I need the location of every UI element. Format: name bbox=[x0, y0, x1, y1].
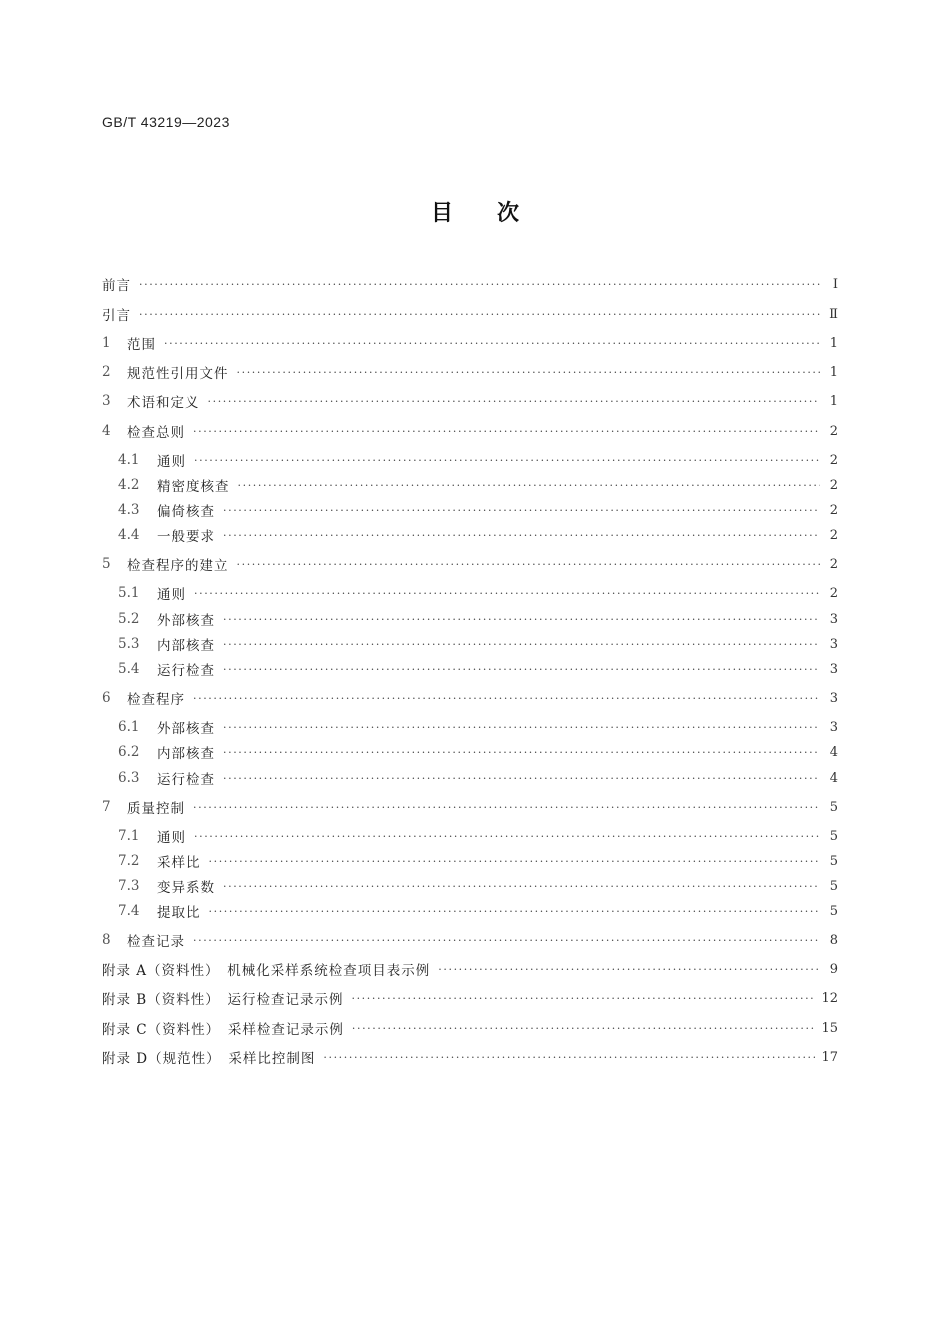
dot-leader bbox=[139, 278, 820, 291]
toc-entry-4[interactable] bbox=[102, 419, 838, 443]
toc-entry-number: 6 bbox=[102, 690, 111, 706]
toc-entry-number: 7.2 bbox=[118, 853, 140, 869]
toc-entry-7[interactable] bbox=[102, 795, 838, 819]
toc-entry-label: 采样比 bbox=[157, 855, 201, 871]
toc-entry-page: 1 bbox=[829, 335, 838, 351]
toc-entry-label: 附录 C（资料性） 采样检查记录示例 bbox=[102, 1022, 344, 1038]
dot-leader bbox=[352, 1022, 816, 1035]
toc-entry-page: 2 bbox=[829, 556, 838, 572]
toc-entry-number: 7 bbox=[102, 799, 111, 815]
dot-leader bbox=[237, 558, 821, 571]
toc-entry-label: 精密度核查 bbox=[157, 479, 230, 495]
toc-entry-label: 附录 D（规范性） 采样比控制图 bbox=[102, 1051, 316, 1067]
toc-entry-page: 1 bbox=[829, 393, 838, 409]
dot-leader bbox=[223, 721, 820, 734]
toc-entry-label: 变异系数 bbox=[157, 880, 215, 896]
toc-entry-label: 外部核查 bbox=[157, 613, 215, 629]
dot-leader bbox=[209, 855, 821, 868]
toc-entry-label: 质量控制 bbox=[127, 801, 185, 817]
toc-entry-8[interactable] bbox=[102, 928, 838, 952]
toc-entry-label: 前言 bbox=[102, 278, 131, 294]
toc-entry-label: 内部核查 bbox=[157, 746, 215, 762]
dot-leader bbox=[351, 992, 815, 1005]
dot-leader bbox=[223, 529, 820, 542]
dot-leader bbox=[139, 308, 820, 321]
toc-entry-page: 12 bbox=[821, 990, 838, 1006]
toc-entry-page: Ⅰ bbox=[832, 276, 838, 292]
toc-entry-page: 4 bbox=[829, 744, 838, 760]
toc-entry-number: 5.2 bbox=[118, 611, 140, 627]
toc-entry-5-3[interactable] bbox=[118, 632, 838, 656]
toc-entry-page: 2 bbox=[829, 423, 838, 439]
toc-entry-number: 2 bbox=[102, 364, 111, 380]
dot-leader bbox=[209, 905, 821, 918]
toc-entry-number: 8 bbox=[102, 932, 111, 948]
dot-leader bbox=[193, 934, 820, 947]
toc-entry-number: 3 bbox=[102, 393, 111, 409]
toc-entry-number: 6.2 bbox=[118, 744, 140, 760]
toc-entry-label: 通则 bbox=[157, 830, 186, 846]
toc-entry-7-1[interactable] bbox=[118, 824, 838, 848]
dot-leader bbox=[193, 692, 820, 705]
dot-leader bbox=[194, 830, 820, 843]
toc-entry-page: 2 bbox=[829, 477, 838, 493]
dot-leader bbox=[193, 425, 820, 438]
toc-entry-label: 外部核查 bbox=[157, 721, 215, 737]
toc-entry-label: 检查程序的建立 bbox=[127, 558, 229, 574]
dot-leader bbox=[223, 504, 820, 517]
toc-entry-label: 一般要求 bbox=[157, 529, 215, 545]
toc-entry-4-3[interactable] bbox=[118, 498, 838, 522]
dot-leader bbox=[223, 746, 820, 759]
toc-entry-page: 5 bbox=[829, 853, 838, 869]
toc-entry-number: 4 bbox=[102, 423, 111, 439]
toc-entry-page: 3 bbox=[829, 636, 838, 652]
toc-entry-label: 引言 bbox=[102, 308, 131, 324]
toc-entry-number: 6.1 bbox=[118, 719, 140, 735]
dot-leader bbox=[193, 801, 820, 814]
toc-entry-6[interactable] bbox=[102, 686, 838, 710]
toc-entry-3[interactable] bbox=[102, 389, 838, 413]
toc-entry-number: 7.1 bbox=[118, 828, 140, 844]
toc-entry-page: 1 bbox=[829, 364, 838, 380]
toc-entry-page: 8 bbox=[829, 932, 838, 948]
toc-entry-appendix-a[interactable] bbox=[102, 957, 838, 981]
toc-entry-appendix-c[interactable] bbox=[102, 1016, 838, 1040]
toc-entry-label: 规范性引用文件 bbox=[127, 366, 229, 382]
toc-entry-number: 1 bbox=[102, 335, 111, 351]
toc-entry-label: 运行检查 bbox=[157, 663, 215, 679]
toc-entry-label: 偏倚核查 bbox=[157, 504, 215, 520]
toc-entry-page: 3 bbox=[829, 661, 838, 677]
toc-entry-label: 附录 B（资料性） 运行检查记录示例 bbox=[102, 992, 344, 1008]
dot-leader bbox=[223, 880, 820, 893]
toc-entry-page: 5 bbox=[829, 828, 838, 844]
toc-entry-number: 5.4 bbox=[118, 661, 140, 677]
toc-entry-appendix-b[interactable] bbox=[102, 986, 838, 1010]
toc-entry-page: 3 bbox=[829, 611, 838, 627]
toc-entry-5-4[interactable] bbox=[118, 657, 838, 681]
toc-entry-page: 5 bbox=[829, 878, 838, 894]
toc-entry-page: 3 bbox=[829, 719, 838, 735]
toc-entry-number: 4.3 bbox=[118, 502, 140, 518]
toc-entry-7-3[interactable] bbox=[118, 874, 838, 898]
dot-leader bbox=[223, 772, 820, 785]
toc-entry-number: 7.4 bbox=[118, 903, 140, 919]
toc-entry-number: 4.2 bbox=[118, 477, 140, 493]
toc-entry-page: 5 bbox=[829, 799, 838, 815]
toc-entry-label: 术语和定义 bbox=[127, 395, 200, 411]
toc-entry-label: 范围 bbox=[127, 337, 156, 353]
toc-entry-foreword[interactable] bbox=[102, 272, 838, 296]
toc-entry-7-2[interactable] bbox=[118, 849, 838, 873]
dot-leader bbox=[208, 395, 821, 408]
toc-entry-number: 5.1 bbox=[118, 585, 140, 601]
toc-entry-1[interactable] bbox=[102, 331, 838, 355]
dot-leader bbox=[237, 366, 821, 379]
toc-entry-2[interactable] bbox=[102, 360, 838, 384]
dot-leader bbox=[223, 663, 820, 676]
toc-entry-page: 2 bbox=[829, 527, 838, 543]
toc-entry-number: 5.3 bbox=[118, 636, 140, 652]
toc-entry-number: 7.3 bbox=[118, 878, 140, 894]
toc-entry-appendix-d[interactable] bbox=[102, 1045, 838, 1069]
toc-entry-4-1[interactable] bbox=[118, 448, 838, 472]
toc-entry-page: 15 bbox=[821, 1020, 838, 1036]
dot-leader bbox=[238, 479, 821, 492]
dot-leader bbox=[223, 638, 820, 651]
toc-entry-7-4[interactable] bbox=[118, 899, 838, 923]
toc-entry-page: 2 bbox=[829, 452, 838, 468]
toc-entry-page: 4 bbox=[829, 770, 838, 786]
toc-entry-4-2[interactable] bbox=[118, 473, 838, 497]
toc-entry-page: 17 bbox=[821, 1049, 838, 1065]
toc-entry-page: 2 bbox=[829, 502, 838, 518]
dot-leader bbox=[323, 1051, 815, 1064]
toc-entry-label: 附录 A（资料性） 机械化采样系统检查项目表示例 bbox=[102, 963, 431, 979]
toc-entry-introduction[interactable] bbox=[102, 302, 838, 326]
toc-entry-label: 提取比 bbox=[157, 905, 201, 921]
toc-entry-5[interactable] bbox=[102, 552, 838, 576]
toc-entry-number: 6.3 bbox=[118, 770, 140, 786]
toc-entry-label: 通则 bbox=[157, 454, 186, 470]
toc-entry-4-4[interactable] bbox=[118, 523, 838, 547]
dot-leader bbox=[194, 454, 820, 467]
dot-leader bbox=[438, 963, 820, 976]
toc-entry-label: 检查程序 bbox=[127, 692, 185, 708]
toc-entry-page: 9 bbox=[829, 961, 838, 977]
toc-entry-number: 5 bbox=[102, 556, 111, 572]
dot-leader bbox=[223, 613, 820, 626]
standard-code: GB/T 43219—2023 bbox=[102, 114, 230, 130]
toc-entry-6-3[interactable] bbox=[118, 766, 838, 790]
toc-entry-number: 4.1 bbox=[118, 452, 140, 468]
toc-entry-6-2[interactable] bbox=[118, 740, 838, 764]
toc-entry-page: Ⅱ bbox=[829, 306, 838, 322]
toc-entry-number: 4.4 bbox=[118, 527, 140, 543]
toc-entry-6-1[interactable] bbox=[118, 715, 838, 739]
dot-leader bbox=[194, 587, 820, 600]
dot-leader bbox=[164, 337, 820, 350]
toc-entry-label: 检查总则 bbox=[127, 425, 185, 441]
toc-entry-page: 2 bbox=[829, 585, 838, 601]
toc-entry-label: 检查记录 bbox=[127, 934, 185, 950]
toc-entry-5-1[interactable] bbox=[118, 581, 838, 605]
toc-entry-page: 3 bbox=[829, 690, 838, 706]
toc-entry-label: 通则 bbox=[157, 587, 186, 603]
page-title: 目次 bbox=[430, 200, 563, 226]
toc-entry-page: 5 bbox=[829, 903, 838, 919]
toc-entry-5-2[interactable] bbox=[118, 607, 838, 631]
toc-entry-label: 内部核查 bbox=[157, 638, 215, 654]
toc-entry-label: 运行检查 bbox=[157, 772, 215, 788]
